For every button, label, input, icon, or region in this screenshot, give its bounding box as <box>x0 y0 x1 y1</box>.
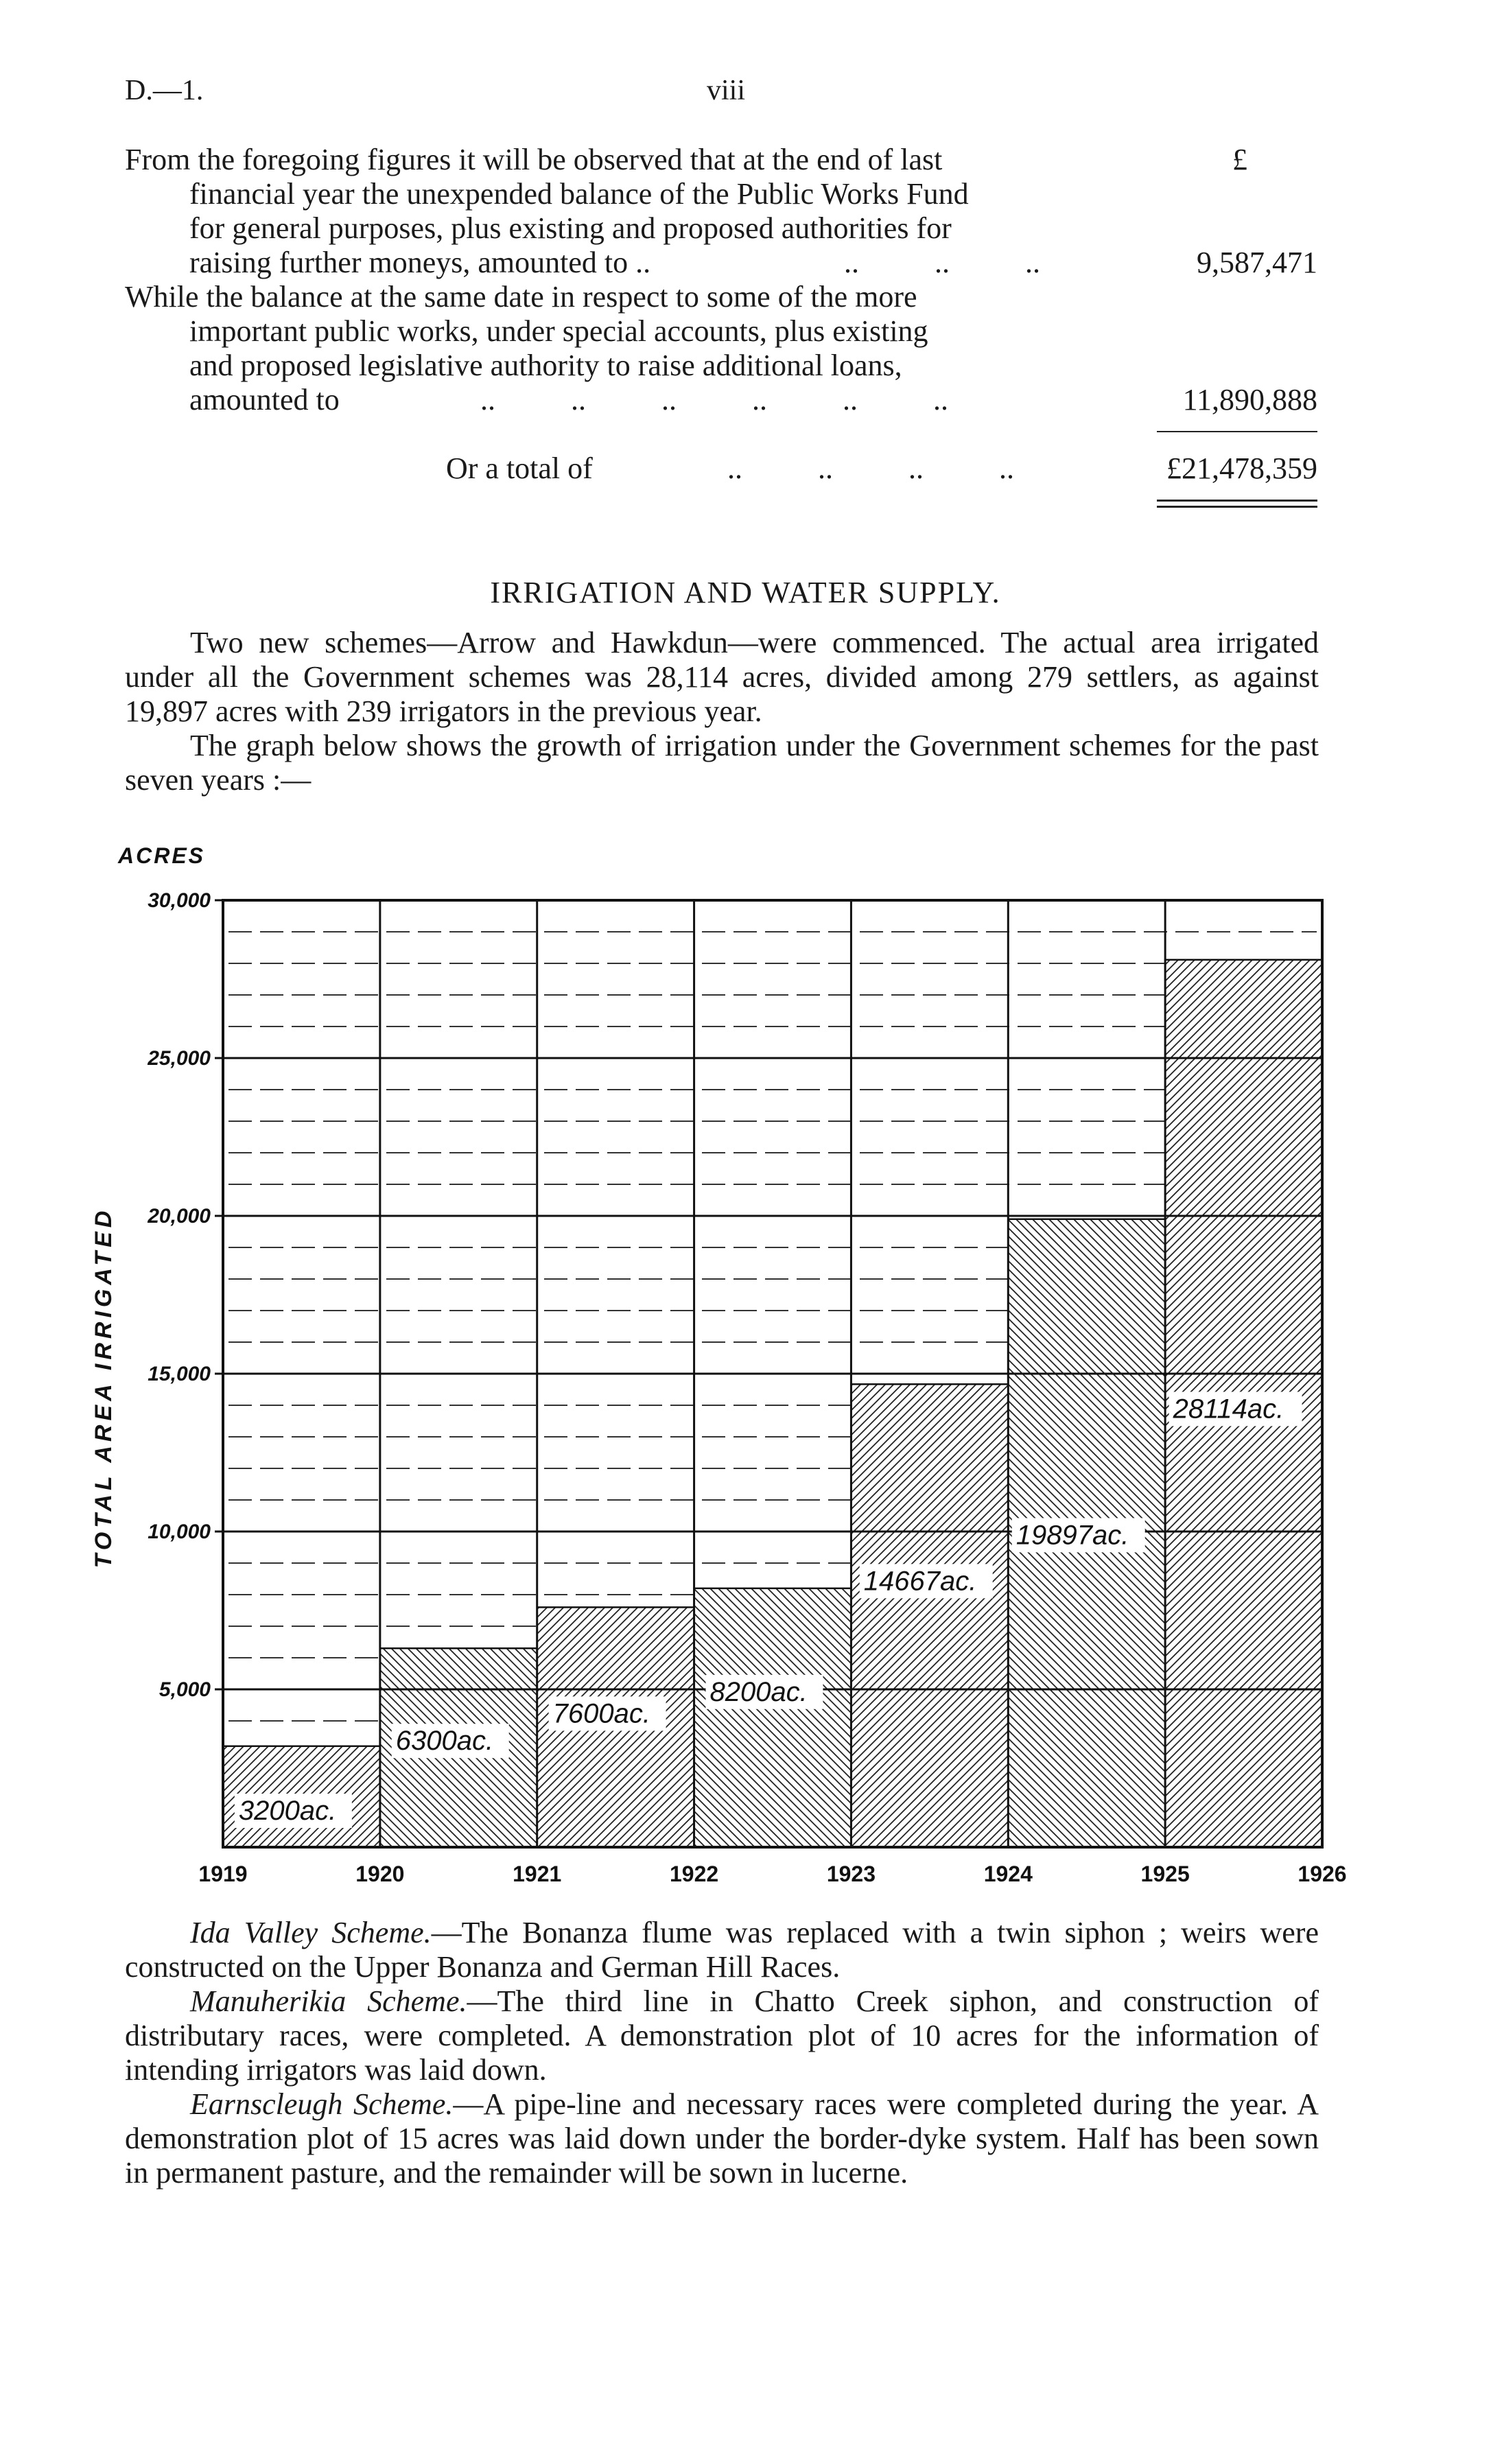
y-tick-label: 5,000 <box>159 1678 211 1701</box>
scheme-manuherikia <box>125 1984 1319 2087</box>
bar-value-label: 8200ac. <box>709 1676 808 1707</box>
y-tick-label: 20,000 <box>148 1205 211 1228</box>
finance-line: important public works, under special accounts, plus existing <box>189 314 928 348</box>
chart-bars <box>223 960 1322 1847</box>
paragraph-schemes-commenced: Two new schemes—Arrow and Hawkdun—were commenced. The actual area irrigated under all the Government schemes was 28,114 acres, divided among 279 settlers, as against 19,897 acres with 239 irrigators in the previous year. <box>125 626 1319 728</box>
x-tick-label: 1924 <box>983 1862 1033 1886</box>
paragraph-graph-intro: The graph below shows the growth of irrigation under the Government schemes for the past seven years :— <box>125 729 1319 797</box>
scheme-name: Ida Valley Scheme. <box>190 1916 432 1949</box>
y-axis-side-label: TOTAL AREA IRRIGATED <box>91 1206 117 1569</box>
y-tick-label: 15,000 <box>148 1363 211 1385</box>
total-value: £21,478,359 <box>1166 451 1317 485</box>
bar-value-label: 6300ac. <box>395 1726 494 1757</box>
bar-1922 <box>694 1588 852 1847</box>
currency-symbol: £ <box>1232 143 1247 176</box>
x-tick-label: 1921 <box>513 1862 562 1886</box>
leader-dots: .. .. .. <box>844 246 1040 279</box>
bar-value-label: 19897ac. <box>1015 1520 1129 1551</box>
bar-1923 <box>851 1384 1008 1847</box>
y-axis-top-label: ACRES <box>118 843 206 868</box>
leader-dots: .. .. .. .. .. .. <box>480 383 948 416</box>
y-tick-label: 10,000 <box>148 1521 211 1543</box>
x-tick-label: 1923 <box>826 1862 876 1886</box>
scheme-name: Manuherikia Scheme. <box>190 1984 467 2018</box>
bar-value-label: 3200ac. <box>238 1796 337 1826</box>
intro-paragraph <box>125 626 1319 797</box>
x-tick-label: 1925 <box>1140 1862 1190 1886</box>
scheme-text: —The third line in Chatto Creek siphon, and construction of distributary races, were completed. A demonstration plot of 10 acres for the information of intending irrigators was laid down. <box>125 1984 1319 2087</box>
page-header-ref: D.—1. <box>125 75 204 106</box>
leader-dots: .. .. .. .. <box>727 451 1014 485</box>
balance-value-special: 11,890,888 <box>1182 383 1317 416</box>
x-tick-label: 1926 <box>1298 1862 1347 1886</box>
finance-line: raising further moneys, amounted to .. <box>189 246 651 279</box>
x-tick-label: 1922 <box>669 1862 719 1886</box>
finance-line: financial year the unexpended balance of the Public Works Fund <box>189 177 969 211</box>
x-tick-label: 1919 <box>198 1862 248 1886</box>
finance-line: amounted to <box>189 383 340 416</box>
bar-value-label: 28114ac. <box>1173 1394 1284 1424</box>
x-tick-label: 1920 <box>355 1862 405 1886</box>
y-tick-label: 25,000 <box>148 1047 211 1070</box>
bar-value-label: 7600ac. <box>552 1698 650 1729</box>
scheme-ida-valley <box>125 1916 1319 1984</box>
balance-value-general: 9,587,471 <box>1197 246 1317 279</box>
scheme-text: —A pipe-line and necessary races were completed during the year. A demonstration plot of 15 acres was laid down under the border-dyke system. Half has been sown in permanent pasture, and the remainder will be sown in lucerne. <box>125 2087 1319 2190</box>
finance-line: While the balance at the same date in respect to some of the more <box>125 280 917 314</box>
irrigation-chart <box>82 837 1359 1894</box>
sum-rule <box>1157 431 1317 432</box>
scheme-name: Earnscleugh Scheme. <box>190 2087 454 2121</box>
y-tick-label: 30,000 <box>148 889 211 912</box>
total-label: Or a total of <box>446 451 593 485</box>
finance-line: From the foregoing figures it will be observed that at the end of last <box>125 143 943 176</box>
scheme-earnscleugh <box>125 2087 1319 2190</box>
bar-value-label: 14667ac. <box>863 1566 977 1597</box>
section-title: IRRIGATION AND WATER SUPPLY. <box>490 576 1001 609</box>
scheme-notes <box>125 1916 1319 2190</box>
page-number: viii <box>707 75 746 106</box>
finance-line: for general purposes, plus existing and proposed authorities for <box>189 211 952 245</box>
scheme-text: —The Bonanza flume was replaced with a twin siphon ; weirs were constructed on the Upper Bonanza and German Hill Races. <box>125 1916 1319 1984</box>
total-double-rule <box>1157 500 1317 508</box>
finance-line: and proposed legislative authority to raise additional loans, <box>189 349 902 382</box>
